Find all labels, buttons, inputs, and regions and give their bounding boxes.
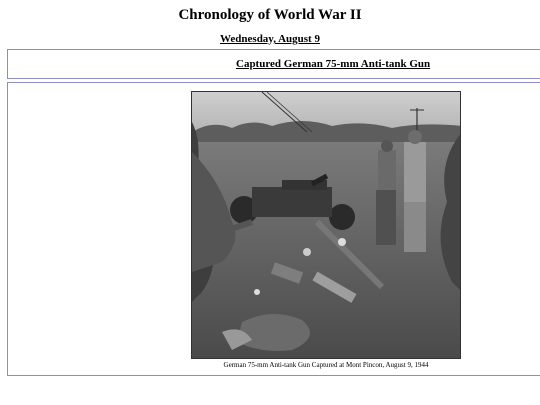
article-heading: Captured German 75-mm Anti-tank Gun — [236, 58, 431, 70]
photo-caption: German 75-mm Anti-tank Gun Captured at Mont Pincon, August 9, 1944 — [223, 361, 429, 369]
heading-panel — [7, 49, 540, 79]
photo — [191, 91, 461, 359]
photo-panel — [7, 82, 540, 376]
date-heading: Wednesday, August 9 — [220, 33, 320, 45]
page-title: Chronology of World War II — [178, 7, 362, 23]
photo-illustration — [192, 92, 461, 359]
